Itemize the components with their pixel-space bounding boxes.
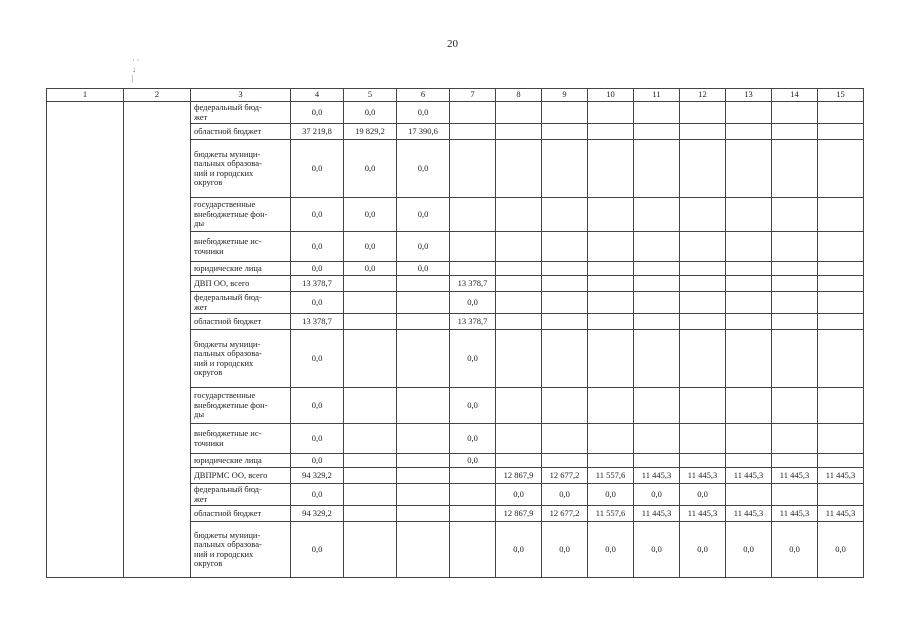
value-cell: 13 378,7	[450, 314, 496, 330]
value-cell	[397, 506, 450, 522]
value-cell	[542, 102, 588, 124]
value-cell	[680, 276, 726, 292]
column-header: 8	[496, 89, 542, 102]
value-cell	[542, 232, 588, 262]
value-cell	[397, 314, 450, 330]
value-cell	[772, 276, 818, 292]
value-cell: 12 867,9	[496, 468, 542, 484]
value-cell: 0,0	[542, 484, 588, 506]
row-label: внебюджетные ис- точники	[191, 232, 291, 262]
value-cell	[772, 484, 818, 506]
value-cell: 0,0	[291, 522, 344, 578]
value-cell	[772, 102, 818, 124]
value-cell	[818, 102, 864, 124]
value-cell	[680, 140, 726, 198]
row-label: федеральный бюд- жет	[191, 102, 291, 124]
value-cell	[680, 330, 726, 388]
column-header: 2	[124, 89, 191, 102]
value-cell	[818, 424, 864, 454]
value-cell	[680, 102, 726, 124]
value-cell	[588, 232, 634, 262]
value-cell: 0,0	[634, 484, 680, 506]
value-cell: 0,0	[291, 198, 344, 232]
value-cell	[588, 292, 634, 314]
value-cell	[344, 388, 397, 424]
column-header: 4	[291, 89, 344, 102]
value-cell: 17 390,6	[397, 124, 450, 140]
value-cell	[634, 232, 680, 262]
value-cell	[772, 124, 818, 140]
value-cell: 0,0	[450, 388, 496, 424]
value-cell	[726, 124, 772, 140]
value-cell	[450, 124, 496, 140]
value-cell	[772, 330, 818, 388]
value-cell	[726, 262, 772, 276]
value-cell	[397, 330, 450, 388]
value-cell	[542, 276, 588, 292]
row-label: ДВП ОО, всего	[191, 276, 291, 292]
value-cell	[588, 424, 634, 454]
value-cell	[680, 124, 726, 140]
value-cell: 12 677,2	[542, 506, 588, 522]
value-cell	[397, 388, 450, 424]
value-cell	[450, 232, 496, 262]
value-cell: 12 867,9	[496, 506, 542, 522]
value-cell	[772, 424, 818, 454]
budget-table	[46, 88, 864, 578]
value-cell	[772, 388, 818, 424]
value-cell	[344, 276, 397, 292]
value-cell	[496, 292, 542, 314]
row-label: областной бюджет	[191, 314, 291, 330]
value-cell: 0,0	[344, 262, 397, 276]
value-cell	[344, 330, 397, 388]
value-cell	[726, 292, 772, 314]
value-cell: 0,0	[680, 522, 726, 578]
value-cell: 0,0	[542, 522, 588, 578]
merged-column-1	[47, 102, 124, 578]
value-cell	[344, 468, 397, 484]
column-header: 13	[726, 89, 772, 102]
row-label: федеральный бюд- жет	[191, 484, 291, 506]
value-cell	[542, 140, 588, 198]
value-cell	[634, 124, 680, 140]
value-cell	[397, 292, 450, 314]
value-cell	[344, 522, 397, 578]
value-cell	[726, 388, 772, 424]
value-cell: 0,0	[588, 484, 634, 506]
value-cell: 12 677,2	[542, 468, 588, 484]
column-header: 12	[680, 89, 726, 102]
value-cell	[726, 330, 772, 388]
value-cell	[726, 232, 772, 262]
value-cell: 19 829,2	[344, 124, 397, 140]
value-cell	[542, 388, 588, 424]
value-cell	[818, 454, 864, 468]
value-cell	[680, 232, 726, 262]
value-cell: 0,0	[344, 140, 397, 198]
value-cell	[397, 276, 450, 292]
value-cell	[634, 424, 680, 454]
column-header: 7	[450, 89, 496, 102]
value-cell: 37 219,8	[291, 124, 344, 140]
value-cell: 0,0	[291, 140, 344, 198]
row-label: юридические лица	[191, 262, 291, 276]
value-cell	[680, 262, 726, 276]
value-cell	[726, 424, 772, 454]
value-cell: 0,0	[344, 102, 397, 124]
value-cell	[634, 314, 680, 330]
column-header: 1	[47, 89, 124, 102]
row-label: бюджеты муници- пальных образова- ний и городских округов	[191, 522, 291, 578]
value-cell	[450, 102, 496, 124]
row-label: бюджеты муници- пальных образова- ний и городских округов	[191, 140, 291, 198]
value-cell	[344, 292, 397, 314]
value-cell	[450, 198, 496, 232]
value-cell	[344, 314, 397, 330]
value-cell: 11 445,3	[726, 506, 772, 522]
value-cell	[772, 198, 818, 232]
value-cell	[588, 262, 634, 276]
value-cell	[680, 314, 726, 330]
value-cell	[496, 388, 542, 424]
column-header: 10	[588, 89, 634, 102]
value-cell: 0,0	[291, 454, 344, 468]
value-cell	[818, 124, 864, 140]
value-cell: 0,0	[291, 484, 344, 506]
value-cell: 11 445,3	[818, 468, 864, 484]
value-cell	[818, 198, 864, 232]
value-cell	[397, 484, 450, 506]
value-cell	[496, 454, 542, 468]
merged-column-2	[124, 102, 191, 578]
value-cell: 13 378,7	[291, 276, 344, 292]
value-cell: 0,0	[680, 484, 726, 506]
value-cell	[344, 484, 397, 506]
value-cell	[818, 330, 864, 388]
value-cell	[496, 424, 542, 454]
row-label: бюджеты муници- пальных образова- ний и городских округов	[191, 330, 291, 388]
value-cell: 0,0	[291, 102, 344, 124]
value-cell	[680, 292, 726, 314]
value-cell	[496, 124, 542, 140]
value-cell	[450, 262, 496, 276]
value-cell	[542, 292, 588, 314]
column-header: 3	[191, 89, 291, 102]
value-cell	[496, 198, 542, 232]
value-cell	[634, 198, 680, 232]
value-cell: 94 329,2	[291, 506, 344, 522]
value-cell	[726, 198, 772, 232]
value-cell: 0,0	[397, 140, 450, 198]
column-header: 15	[818, 89, 864, 102]
value-cell	[496, 232, 542, 262]
value-cell: 11 445,3	[818, 506, 864, 522]
value-cell	[726, 484, 772, 506]
value-cell	[397, 522, 450, 578]
value-cell: 0,0	[634, 522, 680, 578]
value-cell: 94 329,2	[291, 468, 344, 484]
value-cell	[818, 232, 864, 262]
value-cell: 0,0	[291, 262, 344, 276]
value-cell	[542, 124, 588, 140]
value-cell	[634, 140, 680, 198]
value-cell: 0,0	[726, 522, 772, 578]
value-cell: 0,0	[397, 102, 450, 124]
value-cell	[588, 388, 634, 424]
value-cell	[772, 262, 818, 276]
value-cell	[397, 454, 450, 468]
value-cell	[680, 388, 726, 424]
value-cell	[818, 140, 864, 198]
value-cell	[634, 292, 680, 314]
value-cell	[680, 424, 726, 454]
value-cell: 0,0	[496, 522, 542, 578]
value-cell: 0,0	[344, 232, 397, 262]
value-cell: 0,0	[291, 330, 344, 388]
value-cell	[772, 140, 818, 198]
row-label: областной бюджет	[191, 506, 291, 522]
row-label: федеральный бюд- жет	[191, 292, 291, 314]
value-cell	[588, 198, 634, 232]
value-cell	[772, 314, 818, 330]
value-cell	[634, 262, 680, 276]
value-cell	[542, 330, 588, 388]
value-cell	[450, 484, 496, 506]
value-cell	[450, 506, 496, 522]
value-cell	[680, 198, 726, 232]
value-cell: 0,0	[291, 232, 344, 262]
value-cell: 13 378,7	[291, 314, 344, 330]
value-cell	[818, 292, 864, 314]
row-label: государственные внебюджетные фон- ды	[191, 198, 291, 232]
value-cell	[588, 454, 634, 468]
value-cell: 0,0	[291, 424, 344, 454]
value-cell	[496, 314, 542, 330]
value-cell: 11 557,6	[588, 506, 634, 522]
value-cell	[496, 330, 542, 388]
value-cell	[542, 424, 588, 454]
value-cell	[772, 454, 818, 468]
value-cell: 11 445,3	[634, 506, 680, 522]
value-cell	[818, 314, 864, 330]
value-cell	[542, 198, 588, 232]
value-cell	[772, 292, 818, 314]
value-cell	[496, 276, 542, 292]
value-cell: 11 445,3	[772, 506, 818, 522]
column-header: 11	[634, 89, 680, 102]
value-cell	[496, 140, 542, 198]
value-cell	[542, 262, 588, 276]
value-cell: 0,0	[450, 330, 496, 388]
value-cell: 0,0	[588, 522, 634, 578]
value-cell	[726, 102, 772, 124]
value-cell	[542, 454, 588, 468]
value-cell: 0,0	[450, 424, 496, 454]
value-cell	[726, 140, 772, 198]
value-cell	[818, 484, 864, 506]
table-row	[47, 102, 864, 124]
value-cell	[588, 102, 634, 124]
column-header: 9	[542, 89, 588, 102]
value-cell: 13 378,7	[450, 276, 496, 292]
value-cell: 0,0	[397, 232, 450, 262]
value-cell: 0,0	[450, 454, 496, 468]
value-cell	[634, 454, 680, 468]
value-cell	[726, 314, 772, 330]
value-cell	[588, 140, 634, 198]
row-label: юридические лица	[191, 454, 291, 468]
value-cell	[344, 454, 397, 468]
value-cell: 11 445,3	[680, 506, 726, 522]
value-cell	[397, 468, 450, 484]
value-cell	[542, 314, 588, 330]
value-cell	[588, 314, 634, 330]
value-cell	[344, 506, 397, 522]
row-label: государственные внебюджетные фон- ды	[191, 388, 291, 424]
value-cell	[588, 276, 634, 292]
table-header-row	[47, 89, 864, 102]
value-cell	[726, 454, 772, 468]
value-cell: 0,0	[397, 262, 450, 276]
value-cell: 0,0	[818, 522, 864, 578]
margin-mark: · · ↓ |	[132, 56, 140, 83]
value-cell: 0,0	[772, 522, 818, 578]
value-cell	[450, 522, 496, 578]
value-cell: 0,0	[344, 198, 397, 232]
value-cell	[818, 262, 864, 276]
value-cell	[588, 124, 634, 140]
value-cell: 0,0	[496, 484, 542, 506]
value-cell	[496, 102, 542, 124]
value-cell	[450, 140, 496, 198]
value-cell	[772, 232, 818, 262]
row-label: внебюджетные ис- точники	[191, 424, 291, 454]
value-cell	[818, 276, 864, 292]
column-header: 14	[772, 89, 818, 102]
value-cell: 11 445,3	[772, 468, 818, 484]
value-cell	[634, 330, 680, 388]
value-cell: 0,0	[450, 292, 496, 314]
value-cell	[397, 424, 450, 454]
value-cell: 11 557,6	[588, 468, 634, 484]
value-cell	[496, 262, 542, 276]
value-cell: 11 445,3	[726, 468, 772, 484]
value-cell: 0,0	[397, 198, 450, 232]
page-number: 20	[447, 38, 458, 50]
row-label: областной бюджет	[191, 124, 291, 140]
value-cell: 0,0	[291, 388, 344, 424]
value-cell	[818, 388, 864, 424]
column-header: 5	[344, 89, 397, 102]
value-cell	[634, 388, 680, 424]
value-cell	[344, 424, 397, 454]
value-cell	[588, 330, 634, 388]
column-header: 6	[397, 89, 450, 102]
value-cell: 11 445,3	[634, 468, 680, 484]
value-cell: 0,0	[291, 292, 344, 314]
value-cell	[634, 276, 680, 292]
value-cell	[726, 276, 772, 292]
value-cell	[680, 454, 726, 468]
value-cell	[450, 468, 496, 484]
row-label: ДВПРМС ОО, всего	[191, 468, 291, 484]
value-cell: 11 445,3	[680, 468, 726, 484]
value-cell	[634, 102, 680, 124]
